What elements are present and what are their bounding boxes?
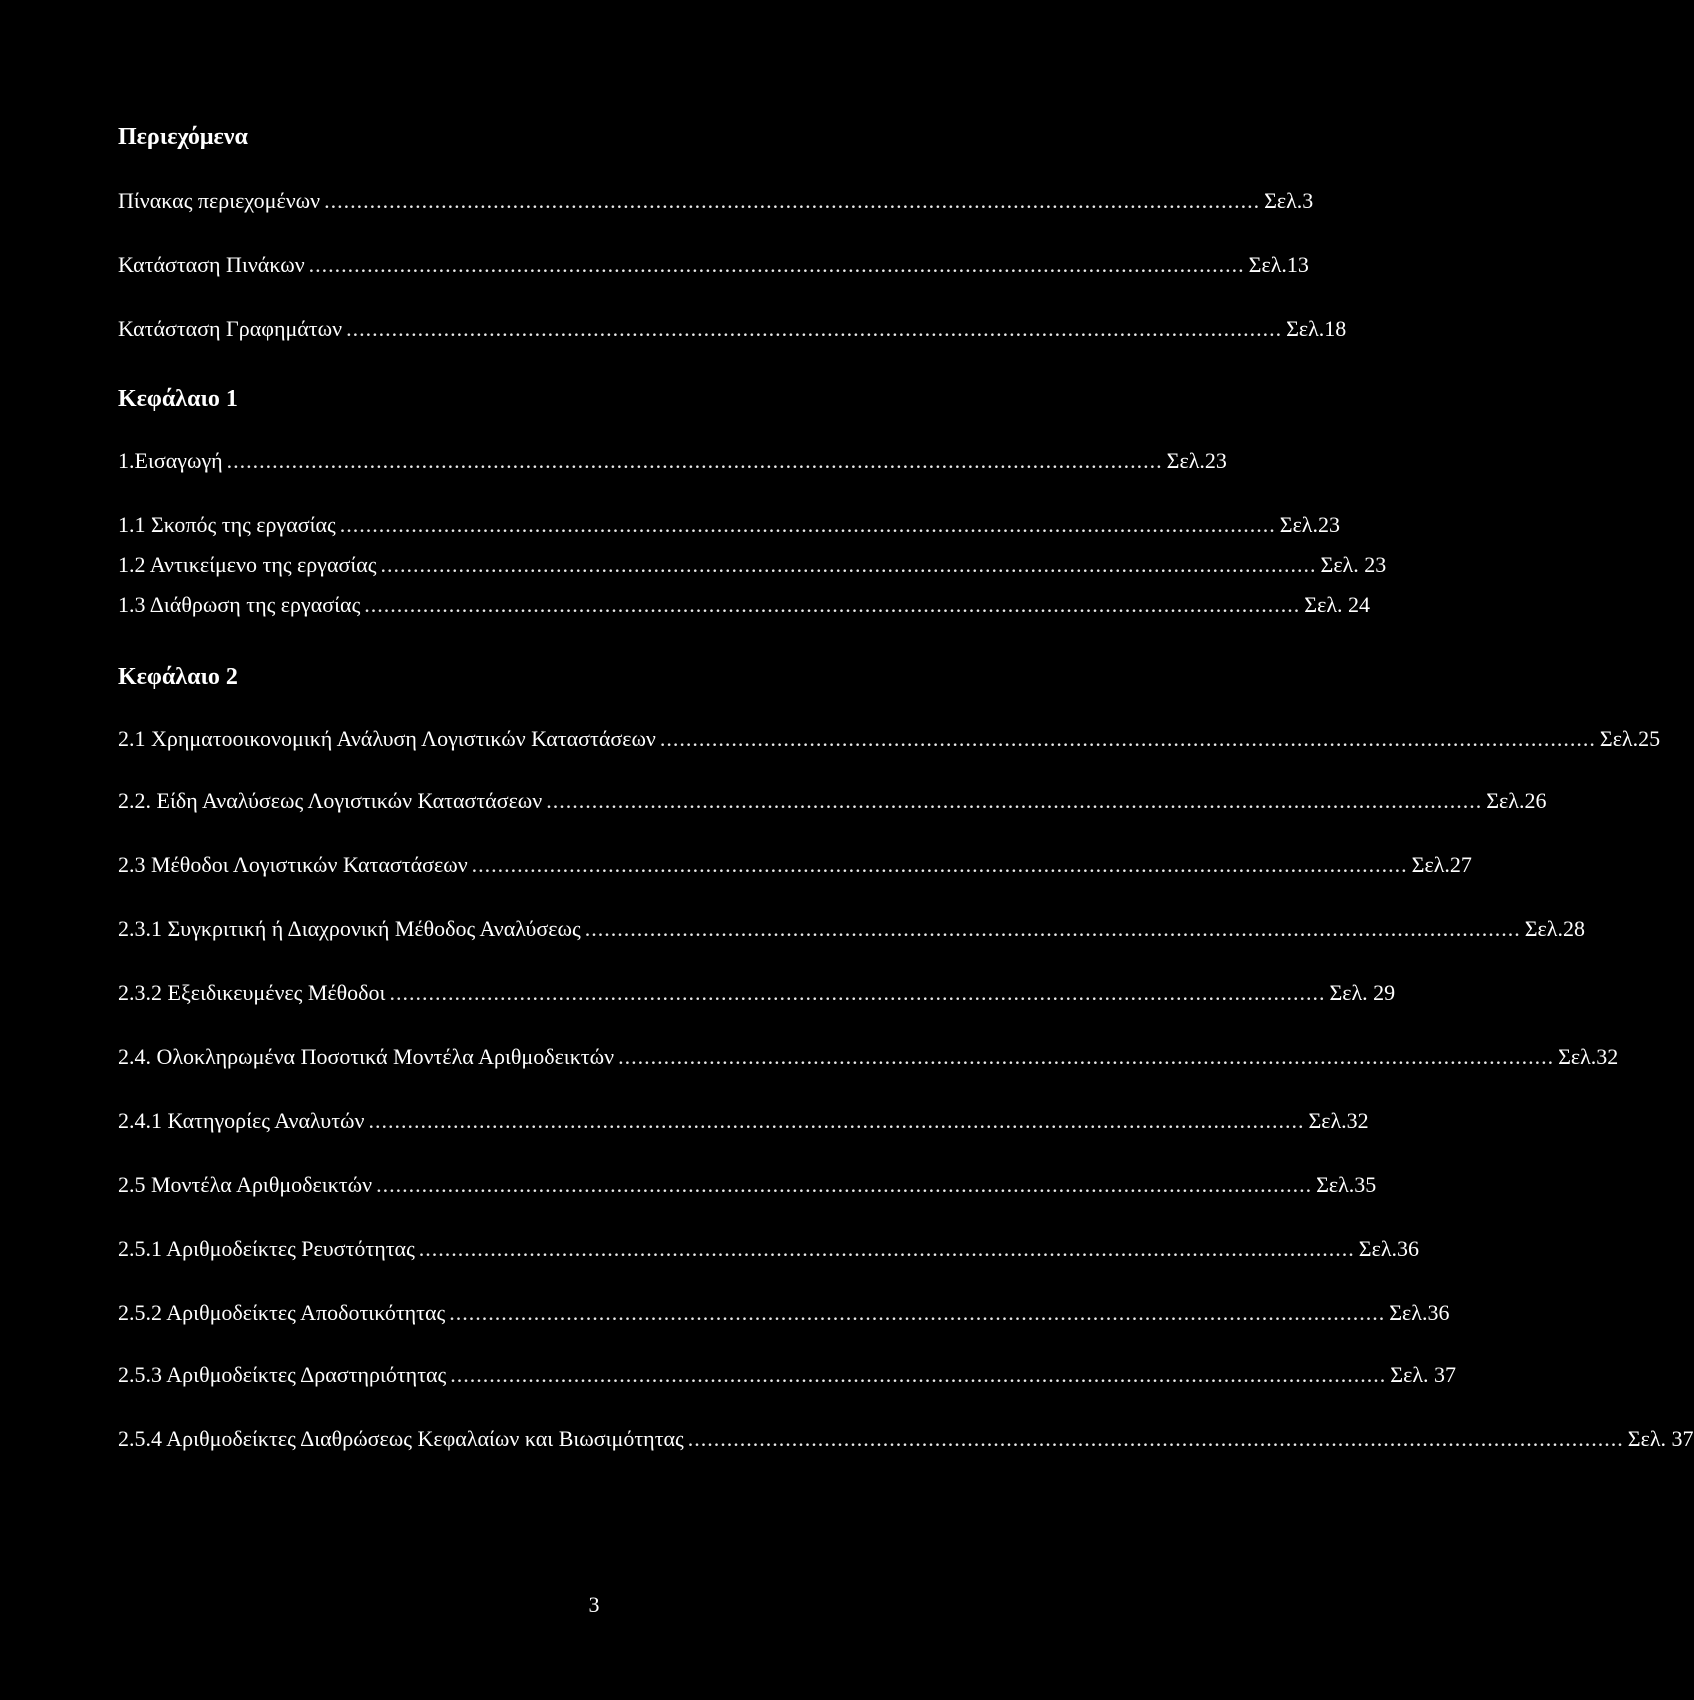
dot-leader: ................................................................................................................................................: [346, 316, 1283, 341]
toc-entry[interactable]: [118, 592, 1370, 618]
dot-leader: ................................................................................................................................................: [308, 252, 1245, 277]
toc-title: Περιεχόμενα: [118, 124, 248, 150]
toc-entry-label: Πίνακας περιεχομένων: [118, 188, 321, 213]
dot-leader: ................................................................................................................................................: [389, 980, 1326, 1005]
toc-entry[interactable]: [118, 1300, 1450, 1326]
toc-entry[interactable]: [118, 916, 1585, 942]
toc-entry-page: Σελ.23: [1279, 512, 1340, 537]
toc-entry-label: 1.2 Αντικείμενο της εργασίας: [118, 552, 377, 577]
toc-entry-label: 2.1 Χρηματοοικονομική Ανάλυση Λογιστικών Καταστάσεων: [118, 726, 656, 751]
chapter-heading: Κεφάλαιο 1: [118, 386, 238, 412]
toc-entry-page: Σελ.32: [1308, 1108, 1369, 1133]
toc-entry-page: Σελ.13: [1248, 252, 1309, 277]
toc-entry[interactable]: [118, 1362, 1456, 1388]
toc-entry[interactable]: [118, 1108, 1369, 1134]
dot-leader: ................................................................................................................................................: [471, 852, 1408, 877]
toc-entry-label: 2.5.1 Αριθμοδείκτες Ρευστότητας: [118, 1236, 415, 1261]
toc-entry[interactable]: [118, 552, 1387, 578]
dot-leader: ................................................................................................................................................: [687, 1426, 1624, 1451]
toc-entry-label: 1.1 Σκοπός της εργασίας: [118, 512, 336, 537]
toc-entry-page: Σελ. 24: [1304, 592, 1370, 617]
toc-entry-label: 2.2. Είδη Αναλύσεως Λογιστικών Καταστάσεων: [118, 788, 543, 813]
toc-entry-page: Σελ.32: [1558, 1044, 1619, 1069]
dot-leader: ................................................................................................................................................: [450, 1362, 1387, 1387]
toc-entry[interactable]: [118, 1172, 1377, 1198]
dot-leader: ................................................................................................................................................: [418, 1236, 1355, 1261]
dot-leader: ................................................................................................................................................: [376, 1172, 1313, 1197]
toc-entry-page: Σελ.25: [1599, 726, 1661, 751]
toc-entry-label: 1.3 Διάθρωση της εργασίας: [118, 592, 361, 617]
toc-entry-label: 2.4.1 Κατηγορίες Αναλυτών: [118, 1108, 365, 1133]
dot-leader: ................................................................................................................................................: [364, 592, 1301, 617]
toc-entry[interactable]: [118, 980, 1396, 1006]
toc-entry[interactable]: [118, 512, 1340, 538]
dot-leader: ................................................................................................................................................: [380, 552, 1317, 577]
toc-entry-label: 2.5.2 Αριθμοδείκτες Αποδοτικότητας: [118, 1300, 446, 1325]
dot-leader: ................................................................................................................................................: [584, 916, 1521, 941]
dot-leader: ................................................................................................................................................: [368, 1108, 1305, 1133]
toc-entry[interactable]: [118, 188, 1314, 214]
toc-entry-label: 2.3 Μέθοδοι Λογιστικών Καταστάσεων: [118, 852, 468, 877]
toc-entry[interactable]: [118, 252, 1309, 278]
toc-entry[interactable]: [118, 1236, 1420, 1262]
toc-entry-page: Σελ.23: [1166, 448, 1227, 473]
toc-entry-page: Σελ.36: [1389, 1300, 1450, 1325]
dot-leader: ................................................................................................................................................: [226, 448, 1163, 473]
toc-entry-label: 2.5.3 Αριθμοδείκτες Δραστηριότητας: [118, 1362, 447, 1387]
toc-entry-page: Σελ.27: [1411, 852, 1472, 877]
toc-entry-page: Σελ.26: [1486, 788, 1547, 813]
toc-entry[interactable]: [118, 1044, 1619, 1070]
toc-entry-label: 2.3.2 Εξειδικευμένες Μέθοδοι: [118, 980, 386, 1005]
toc-entry-page: Σελ.3: [1264, 188, 1314, 213]
toc-entry-page: Σελ. 37: [1390, 1362, 1456, 1387]
toc-entry[interactable]: [118, 852, 1472, 878]
dot-leader: ................................................................................................................................................: [618, 1044, 1555, 1069]
chapter-heading: Κεφάλαιο 2: [118, 664, 238, 690]
toc-entry-label: 2.4. Ολοκληρωμένα Ποσοτικά Μοντέλα Αριθμοδεικτών: [118, 1044, 615, 1069]
dot-leader: ................................................................................................................................................: [449, 1300, 1386, 1325]
toc-entry-label: 2.3.1 Συγκριτική ή Διαχρονική Μέθοδος Αναλύσεως: [118, 916, 581, 941]
toc-entry-page: Σελ.36: [1358, 1236, 1420, 1261]
toc-entry[interactable]: [118, 788, 1547, 814]
dot-leader: ................................................................................................................................................: [659, 726, 1596, 751]
dot-leader: ................................................................................................................................................: [339, 512, 1276, 537]
toc-entry[interactable]: [118, 316, 1347, 342]
toc-entry-label: Κατάσταση Πινάκων: [118, 252, 305, 277]
dot-leader: ................................................................................................................................................: [546, 788, 1483, 813]
toc-entry[interactable]: [118, 448, 1227, 474]
page-number: 3: [588, 1592, 600, 1617]
toc-entry-page: Σελ. 23: [1320, 552, 1387, 577]
toc-entry-page: Σελ. 37: [1627, 1426, 1694, 1451]
toc-entry-label: 2.5.4 Αριθμοδείκτες Διαθρώσεως Κεφαλαίων και Βιωσιμότητας: [118, 1426, 684, 1451]
dot-leader: ................................................................................................................................................: [324, 188, 1261, 213]
toc-entry-page: Σελ. 29: [1329, 980, 1396, 1005]
toc-entry[interactable]: [118, 1426, 1694, 1452]
toc-entry-page: Σελ.35: [1316, 1172, 1377, 1197]
toc-entry-label: Κατάσταση Γραφημάτων: [118, 316, 343, 341]
toc-entry-label: 2.5 Μοντέλα Αριθμοδεικτών: [118, 1172, 373, 1197]
toc-entry-label: 1.Εισαγωγή: [118, 448, 223, 473]
toc-entry-page: Σελ.18: [1286, 316, 1347, 341]
toc-entry-page: Σελ.28: [1524, 916, 1585, 941]
toc-entry[interactable]: [118, 726, 1661, 752]
